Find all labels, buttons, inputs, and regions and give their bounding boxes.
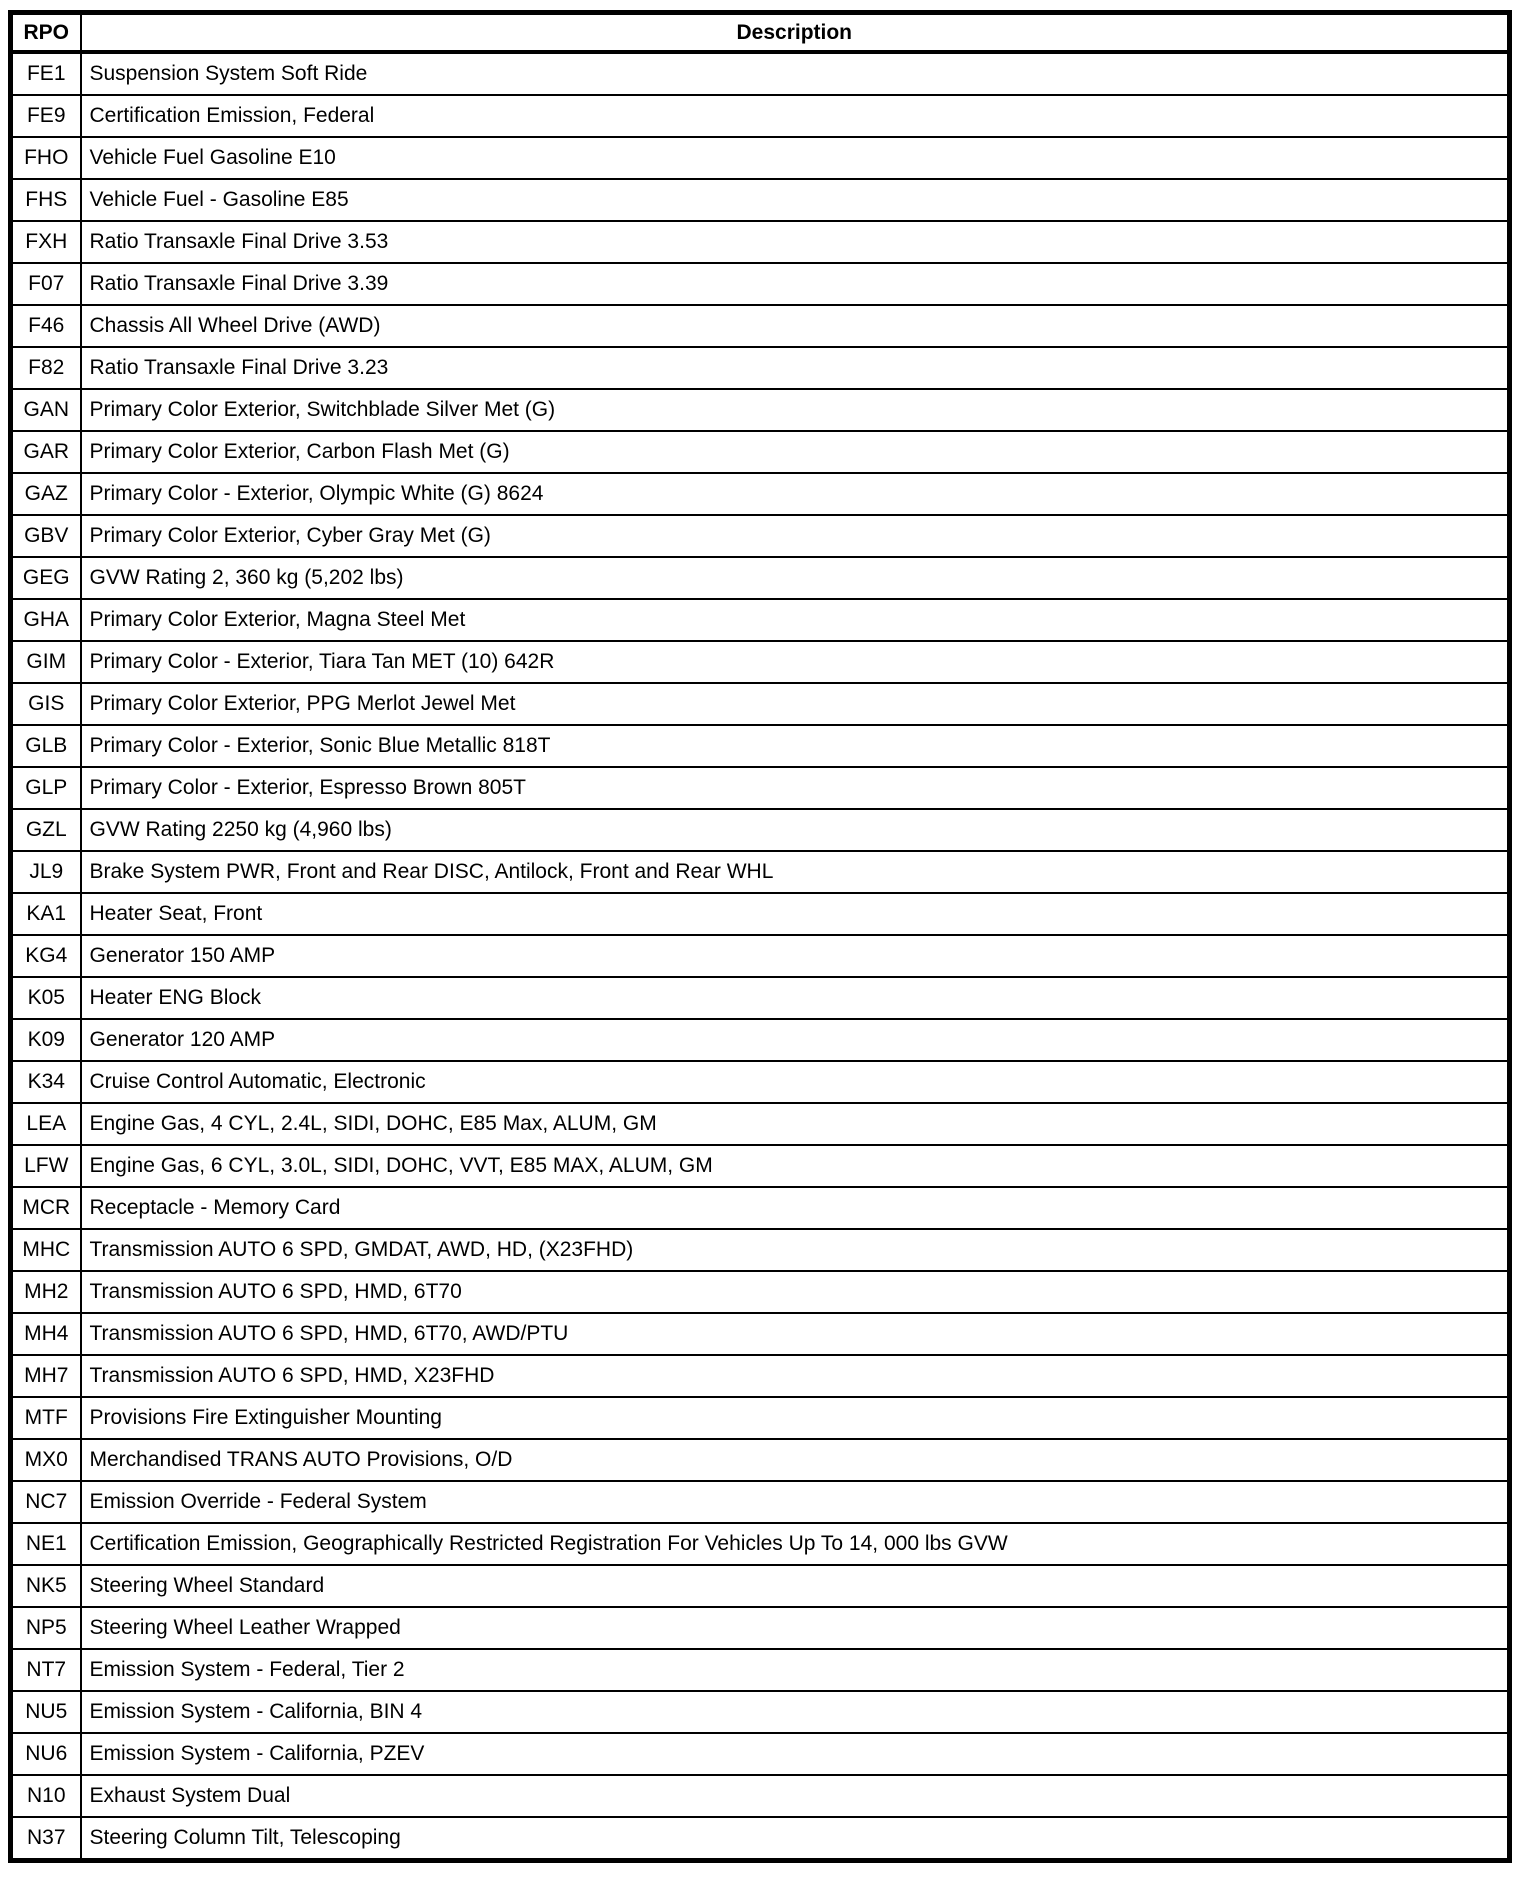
table-row <box>11 683 1510 725</box>
table-row <box>11 1397 1510 1439</box>
description-cell: Provisions Fire Extinguisher Mounting <box>81 1397 1510 1439</box>
rpo-code-cell: MH4 <box>11 1313 81 1355</box>
description-cell: Primary Color Exterior, Carbon Flash Met (G) <box>81 431 1510 473</box>
rpo-code-cell: GAN <box>11 389 81 431</box>
rpo-code-cell: GIS <box>11 683 81 725</box>
description-cell: Primary Color - Exterior, Olympic White (G) 8624 <box>81 473 1510 515</box>
description-cell: Certification Emission, Geographically Restricted Registration For Vehicles Up To 14, 000 lbs GVW <box>81 1523 1510 1565</box>
rpo-code-cell: F82 <box>11 347 81 389</box>
description-cell: Primary Color Exterior, PPG Merlot Jewel Met <box>81 683 1510 725</box>
table-row <box>11 1019 1510 1061</box>
rpo-code-cell: FXH <box>11 221 81 263</box>
description-cell: Brake System PWR, Front and Rear DISC, Antilock, Front and Rear WHL <box>81 851 1510 893</box>
rpo-code-cell: MHC <box>11 1229 81 1271</box>
description-cell: Primary Color Exterior, Switchblade Silver Met (G) <box>81 389 1510 431</box>
rpo-code-cell: GAR <box>11 431 81 473</box>
description-cell: Ratio Transaxle Final Drive 3.53 <box>81 221 1510 263</box>
table-row <box>11 893 1510 935</box>
rpo-column-header: RPO <box>11 13 81 53</box>
description-cell: Heater Seat, Front <box>81 893 1510 935</box>
table-row <box>11 1103 1510 1145</box>
table-row <box>11 179 1510 221</box>
rpo-code-cell: MCR <box>11 1187 81 1229</box>
table-row <box>11 1229 1510 1271</box>
table-row <box>11 305 1510 347</box>
table-row <box>11 473 1510 515</box>
description-cell: Primary Color - Exterior, Sonic Blue Metallic 818T <box>81 725 1510 767</box>
table-row <box>11 1817 1510 1861</box>
rpo-code-cell: MTF <box>11 1397 81 1439</box>
table-row <box>11 1271 1510 1313</box>
description-cell: Generator 150 AMP <box>81 935 1510 977</box>
rpo-code-cell: MX0 <box>11 1439 81 1481</box>
rpo-code-cell: FHS <box>11 179 81 221</box>
description-cell: Merchandised TRANS AUTO Provisions, O/D <box>81 1439 1510 1481</box>
description-cell: GVW Rating 2, 360 kg (5,202 lbs) <box>81 557 1510 599</box>
rpo-code-cell: KG4 <box>11 935 81 977</box>
description-cell: Transmission AUTO 6 SPD, HMD, X23FHD <box>81 1355 1510 1397</box>
rpo-table-body <box>11 52 1510 1861</box>
description-cell: Vehicle Fuel Gasoline E10 <box>81 137 1510 179</box>
description-cell: Steering Wheel Leather Wrapped <box>81 1607 1510 1649</box>
rpo-code-cell: FHO <box>11 137 81 179</box>
description-cell: Exhaust System Dual <box>81 1775 1510 1817</box>
rpo-code-cell: N37 <box>11 1817 81 1861</box>
description-cell: Receptacle - Memory Card <box>81 1187 1510 1229</box>
table-row <box>11 1187 1510 1229</box>
table-row <box>11 1775 1510 1817</box>
table-row <box>11 725 1510 767</box>
description-cell: Transmission AUTO 6 SPD, HMD, 6T70, AWD/PTU <box>81 1313 1510 1355</box>
rpo-code-cell: F46 <box>11 305 81 347</box>
rpo-code-cell: LFW <box>11 1145 81 1187</box>
table-row <box>11 263 1510 305</box>
table-row <box>11 1355 1510 1397</box>
rpo-code-cell: LEA <box>11 1103 81 1145</box>
table-row <box>11 221 1510 263</box>
description-cell: Emission Override - Federal System <box>81 1481 1510 1523</box>
table-header-row <box>11 13 1510 53</box>
table-row <box>11 52 1510 95</box>
rpo-code-cell: GLB <box>11 725 81 767</box>
table-row <box>11 1523 1510 1565</box>
rpo-code-cell: GIM <box>11 641 81 683</box>
table-row <box>11 137 1510 179</box>
table-row <box>11 977 1510 1019</box>
description-cell: GVW Rating 2250 kg (4,960 lbs) <box>81 809 1510 851</box>
rpo-code-cell: K34 <box>11 1061 81 1103</box>
rpo-code-cell: MH7 <box>11 1355 81 1397</box>
description-cell: Engine Gas, 4 CYL, 2.4L, SIDI, DOHC, E85 Max, ALUM, GM <box>81 1103 1510 1145</box>
table-row <box>11 515 1510 557</box>
table-row <box>11 1313 1510 1355</box>
description-cell: Transmission AUTO 6 SPD, GMDAT, AWD, HD, (X23FHD) <box>81 1229 1510 1271</box>
rpo-code-cell: NP5 <box>11 1607 81 1649</box>
table-row <box>11 1439 1510 1481</box>
rpo-code-cell: GZL <box>11 809 81 851</box>
table-row <box>11 1649 1510 1691</box>
rpo-code-cell: NU6 <box>11 1733 81 1775</box>
rpo-code-cell: GLP <box>11 767 81 809</box>
rpo-code-cell: GHA <box>11 599 81 641</box>
table-row <box>11 347 1510 389</box>
table-row <box>11 935 1510 977</box>
description-cell: Vehicle Fuel - Gasoline E85 <box>81 179 1510 221</box>
table-row <box>11 851 1510 893</box>
description-cell: Certification Emission, Federal <box>81 95 1510 137</box>
table-row <box>11 1733 1510 1775</box>
rpo-code-cell: NT7 <box>11 1649 81 1691</box>
rpo-code-cell: FE1 <box>11 52 81 95</box>
description-cell: Primary Color - Exterior, Tiara Tan MET (10) 642R <box>81 641 1510 683</box>
description-cell: Ratio Transaxle Final Drive 3.39 <box>81 263 1510 305</box>
rpo-code-cell: F07 <box>11 263 81 305</box>
description-cell: Primary Color - Exterior, Espresso Brown 805T <box>81 767 1510 809</box>
rpo-code-cell: N10 <box>11 1775 81 1817</box>
table-row <box>11 641 1510 683</box>
description-cell: Engine Gas, 6 CYL, 3.0L, SIDI, DOHC, VVT, E85 MAX, ALUM, GM <box>81 1145 1510 1187</box>
rpo-code-cell: K05 <box>11 977 81 1019</box>
description-cell: Primary Color Exterior, Cyber Gray Met (G) <box>81 515 1510 557</box>
table-row <box>11 1481 1510 1523</box>
description-cell: Steering Column Tilt, Telescoping <box>81 1817 1510 1861</box>
table-row <box>11 1607 1510 1649</box>
description-cell: Emission System - California, BIN 4 <box>81 1691 1510 1733</box>
rpo-code-cell: NU5 <box>11 1691 81 1733</box>
rpo-code-cell: K09 <box>11 1019 81 1061</box>
rpo-code-cell: KA1 <box>11 893 81 935</box>
rpo-code-cell: MH2 <box>11 1271 81 1313</box>
rpo-code-cell: FE9 <box>11 95 81 137</box>
rpo-code-cell: GBV <box>11 515 81 557</box>
description-cell: Emission System - California, PZEV <box>81 1733 1510 1775</box>
description-column-header: Description <box>81 13 1510 53</box>
description-cell: Transmission AUTO 6 SPD, HMD, 6T70 <box>81 1271 1510 1313</box>
rpo-code-cell: GEG <box>11 557 81 599</box>
description-cell: Heater ENG Block <box>81 977 1510 1019</box>
description-cell: Ratio Transaxle Final Drive 3.23 <box>81 347 1510 389</box>
description-cell: Emission System - Federal, Tier 2 <box>81 1649 1510 1691</box>
rpo-code-cell: NE1 <box>11 1523 81 1565</box>
table-row <box>11 1565 1510 1607</box>
table-row <box>11 389 1510 431</box>
rpo-code-cell: JL9 <box>11 851 81 893</box>
rpo-code-cell: GAZ <box>11 473 81 515</box>
description-cell: Generator 120 AMP <box>81 1019 1510 1061</box>
description-cell: Cruise Control Automatic, Electronic <box>81 1061 1510 1103</box>
table-row <box>11 809 1510 851</box>
description-cell: Suspension System Soft Ride <box>81 52 1510 95</box>
rpo-code-cell: NK5 <box>11 1565 81 1607</box>
rpo-code-cell: NC7 <box>11 1481 81 1523</box>
description-cell: Chassis All Wheel Drive (AWD) <box>81 305 1510 347</box>
table-row <box>11 95 1510 137</box>
table-row <box>11 767 1510 809</box>
table-row <box>11 1145 1510 1187</box>
table-row <box>11 557 1510 599</box>
table-row <box>11 1061 1510 1103</box>
table-row <box>11 599 1510 641</box>
table-row <box>11 431 1510 473</box>
description-cell: Steering Wheel Standard <box>81 1565 1510 1607</box>
description-cell: Primary Color Exterior, Magna Steel Met <box>81 599 1510 641</box>
rpo-code-table <box>8 10 1512 1863</box>
table-row <box>11 1691 1510 1733</box>
